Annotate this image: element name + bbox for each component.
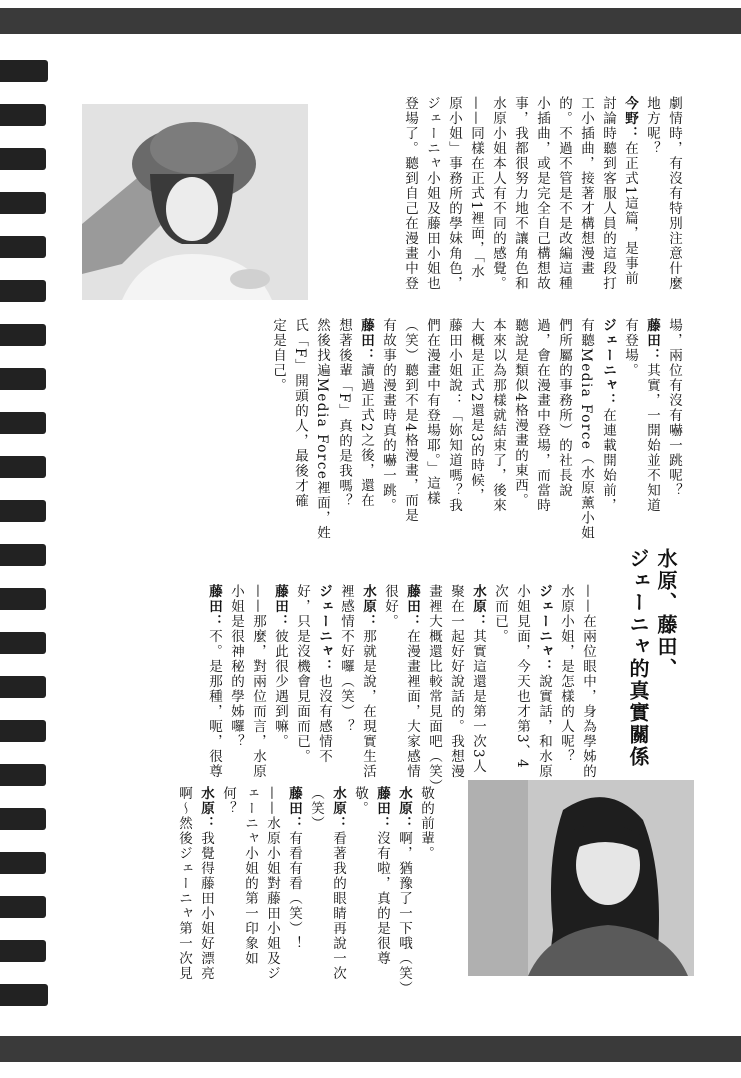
text-line	[195, 786, 217, 996]
text-line	[597, 318, 619, 540]
line-text: 在正式1這篇，是事前	[622, 141, 638, 287]
line-text: 有聽Media Force（水原薰小姐	[578, 318, 594, 541]
text-line	[335, 584, 357, 794]
line-text: 有故事的漫畫時真的嚇一跳。	[380, 318, 396, 513]
line-text: 彼此很少遇到嘛。	[272, 629, 288, 749]
text-line	[487, 96, 509, 291]
article-column-4	[173, 786, 437, 996]
line-text: 也沒有感情不	[316, 674, 332, 764]
text-line	[173, 786, 195, 996]
text-line	[641, 96, 663, 291]
text-line	[663, 318, 685, 540]
speaker-label: 藤田：	[286, 786, 302, 831]
text-line	[305, 786, 327, 996]
text-line	[597, 96, 619, 291]
text-line	[247, 584, 269, 794]
text-line	[333, 318, 355, 540]
speaker-label: 今野：	[622, 96, 638, 141]
text-line	[225, 584, 247, 794]
line-text: 登場了。聽到自己在漫畫中登	[402, 96, 418, 291]
text-line	[291, 584, 313, 794]
text-line	[509, 96, 531, 291]
line-text: 其實這還是第一次3人	[470, 629, 486, 775]
text-line	[269, 584, 291, 794]
text-line	[575, 96, 597, 291]
text-line	[283, 786, 305, 996]
article-column-3	[203, 584, 599, 794]
line-text: ——同樣在正式1裡面，「水	[468, 96, 484, 280]
text-line	[641, 318, 663, 540]
text-line	[465, 96, 487, 291]
line-text: 們所屬的事務所）的社長說	[556, 318, 572, 498]
speaker-label: ジェーニャ：	[536, 584, 552, 674]
line-text: 敬的前輩。	[418, 786, 434, 861]
line-text: 想著後輩「F」真的是我嗎？	[336, 318, 352, 509]
text-line	[313, 584, 335, 794]
line-text: 不。是那種，呃，很尊	[206, 629, 222, 779]
bottom-border-bar	[0, 1036, 741, 1062]
line-text: 小姐見面，今天也才第3、4	[514, 584, 530, 770]
film-strip-decoration	[0, 60, 48, 1040]
text-line	[327, 786, 349, 996]
speaker-label: 水原：	[330, 786, 346, 831]
text-line	[355, 318, 377, 540]
top-border-bar	[0, 8, 741, 34]
speaker-label: 水原：	[360, 584, 376, 629]
line-text: 定是自己。	[270, 318, 286, 393]
line-text: 的。不過不管是不是改編這種	[556, 96, 572, 291]
text-line	[311, 318, 333, 540]
line-text: 小插曲，或是完全自己構想故	[534, 96, 550, 291]
line-text: 說實話，和水原	[536, 674, 552, 779]
line-text: 裡感情不好囉（笑）？	[338, 584, 354, 734]
line-text: ——那麼，對兩位而言，水原	[250, 584, 266, 779]
line-text: 水原小姐，是怎樣的人呢？	[558, 584, 574, 764]
speaker-label: 水原：	[198, 786, 214, 831]
article-column-1	[399, 96, 685, 291]
text-line	[267, 318, 289, 540]
photo-woman-in-hat	[82, 104, 308, 300]
line-text: 大概是正式2還是3的時候，	[468, 318, 484, 504]
text-line	[619, 96, 641, 291]
text-line	[575, 318, 597, 540]
text-line	[533, 584, 555, 794]
line-text: 啊，猶豫了一下哦（笑）	[396, 831, 412, 996]
text-line	[371, 786, 393, 996]
line-text: （笑）聽到不是4格漫畫，而是	[402, 318, 418, 524]
text-line	[487, 318, 509, 540]
section-heading: 水原、藤田、 ジェーニャ的真實關係	[626, 548, 678, 768]
speaker-label: 藤田：	[644, 318, 660, 363]
line-text: 原小姐」事務所的學妹角色，	[446, 96, 462, 291]
text-line	[415, 786, 437, 996]
text-line	[577, 584, 599, 794]
line-text: 事，我都很努力地不讓角色和	[512, 96, 528, 291]
text-line	[511, 584, 533, 794]
text-line	[443, 318, 465, 540]
line-text: 好，只是沒機會見面而已。	[294, 584, 310, 764]
text-line	[553, 96, 575, 291]
text-line	[421, 96, 443, 291]
line-text: 那就是說，在現實生活	[360, 629, 376, 779]
line-text: （笑）	[308, 786, 324, 831]
photo-smiling-woman	[468, 780, 694, 976]
line-text: 地方呢？	[644, 96, 660, 156]
line-text: 何？	[220, 786, 236, 816]
line-text: 敬。	[352, 786, 368, 816]
line-text: 畫裡大概還比較常見面吧（笑）	[426, 584, 442, 794]
line-text: 在連載開始前，	[600, 408, 616, 513]
line-text: 過，會在漫畫中登場，而當時	[534, 318, 550, 513]
text-line	[531, 318, 553, 540]
line-text: ェーニャ小姐的第一印象如	[242, 786, 258, 966]
text-line	[349, 786, 371, 996]
text-line	[289, 318, 311, 540]
text-line	[423, 584, 445, 794]
line-text: 沒有啦，真的是很尊	[374, 831, 390, 966]
line-text: 啊～然後ジェーニャ第一次見	[176, 786, 192, 981]
line-text: 劇情時，有沒有特別注意什麼	[666, 96, 682, 291]
line-text: 看著我的眼睛再說一次	[330, 831, 346, 981]
line-text: ——在兩位眼中，身為學姊的	[580, 584, 596, 779]
speaker-label: 藤田：	[374, 786, 390, 831]
text-line	[553, 318, 575, 540]
text-line	[465, 318, 487, 540]
speaker-label: ジェーニャ：	[316, 584, 332, 674]
line-text: 有登場。	[622, 318, 638, 378]
line-text: 很好。	[382, 584, 398, 629]
speaker-label: 藤田：	[272, 584, 288, 629]
speaker-label: 藤田：	[206, 584, 222, 629]
text-line	[203, 584, 225, 794]
text-line	[555, 584, 577, 794]
line-text: 藤田小姐說：「妳知道嗎？我	[446, 318, 462, 513]
text-line	[445, 584, 467, 794]
text-line	[489, 584, 511, 794]
text-line	[377, 318, 399, 540]
line-text: 氏「F」開頭的人，最後才確	[292, 318, 308, 509]
line-text: 在漫畫裡面，大家感情	[404, 629, 420, 779]
text-line	[467, 584, 489, 794]
speaker-label: 水原：	[396, 786, 412, 831]
text-line	[357, 584, 379, 794]
line-text: ——水原小姐對藤田小姐及ジ	[264, 786, 280, 981]
text-line	[399, 96, 421, 291]
line-text: 工小插曲，接著才構想漫畫	[578, 96, 594, 276]
line-text: 次而已。	[492, 584, 508, 644]
text-line	[393, 786, 415, 996]
text-line	[443, 96, 465, 291]
line-text: 場，兩位有沒有嚇一跳呢？	[666, 318, 682, 498]
speaker-label: 藤田：	[404, 584, 420, 629]
line-text: 讀過正式2之後，還在	[358, 363, 374, 509]
text-line	[663, 96, 685, 291]
text-line	[399, 318, 421, 540]
text-line	[421, 318, 443, 540]
speaker-label: 藤田：	[358, 318, 374, 363]
text-line	[509, 318, 531, 540]
text-line	[619, 318, 641, 540]
line-text: 然後找遍Media Force裡面，姓	[314, 318, 330, 541]
line-text: 小姐是很神秘的學姊囉？	[228, 584, 244, 749]
text-line	[261, 786, 283, 996]
text-line	[531, 96, 553, 291]
line-text: 我覺得藤田小姐好漂亮	[198, 831, 214, 981]
text-line	[239, 786, 261, 996]
speaker-label: 水原：	[470, 584, 486, 629]
speaker-label: ジェーニャ：	[600, 318, 616, 408]
line-text: 聽說是類似4格漫畫的東西。	[512, 318, 528, 509]
line-text: 討論時聽到客服人員的這段打	[600, 96, 616, 291]
article-column-2	[267, 318, 685, 540]
text-line	[401, 584, 423, 794]
line-text: ジェーニャ小姐及藤田小姐也	[424, 96, 440, 291]
line-text: 聚在一起好好說話的。我想漫	[448, 584, 464, 779]
line-text: 本來以為那樣就結束了，後來	[490, 318, 506, 513]
line-text: 們在漫畫中有登場耶。」這樣	[424, 318, 440, 507]
line-text: 其實，一開始並不知道	[644, 363, 660, 513]
line-text: 水原小姐本人有不同的感覺。	[490, 96, 506, 291]
line-text: 有看有看（笑）！	[286, 831, 302, 951]
text-line	[379, 584, 401, 794]
text-line	[217, 786, 239, 996]
